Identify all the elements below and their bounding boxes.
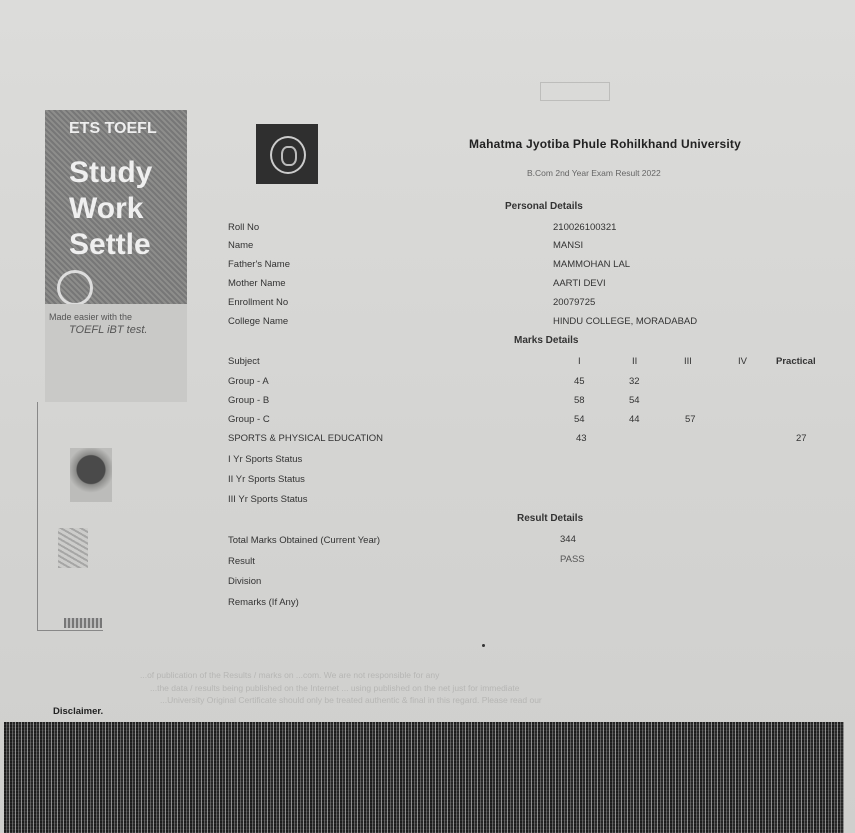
value-father-name: MAMMOHAN LAL [553, 259, 631, 270]
disclaimer-line-2: ...the data / results being published on the Internet ... using published on the net just for immediate [150, 683, 520, 693]
label-college-name: College Name [228, 316, 289, 327]
scan-smudge-bottom [64, 618, 102, 628]
ad-line-settle: Settle [69, 228, 151, 261]
exam-subtitle: B.Com 2nd Year Exam Result 2022 [527, 168, 661, 178]
ad-line-work: Work [69, 192, 144, 225]
label-father-name: Father's Name [228, 259, 291, 270]
label-mother-name: Mother Name [228, 278, 286, 289]
university-seal-icon [256, 124, 318, 184]
label-result: Result [228, 556, 255, 567]
marks-header-practical: Practical [776, 356, 816, 367]
personal-details-heading: Personal Details [505, 201, 583, 212]
table-cell-mark: 43 [576, 433, 587, 444]
table-row-subject: III Yr Sports Status [228, 494, 308, 505]
globe-icon [57, 270, 93, 306]
table-cell-mark: 54 [574, 414, 585, 425]
scan-noise-band [4, 722, 844, 833]
table-cell-mark: 57 [685, 414, 696, 425]
ad-line-study: Study [69, 156, 153, 189]
marks-header-iv: IV [738, 356, 747, 367]
table-cell-mark: 45 [574, 376, 585, 387]
blank-box [540, 82, 610, 101]
ad-tagline-2: TOEFL iBT test. [69, 324, 148, 336]
disclaimer-line-3: ...University Original Certificate should only be treated authentic & final in this regard. Please read our [160, 695, 542, 705]
marks-header-i: I [578, 356, 581, 367]
label-roll-no: Roll No [228, 222, 260, 233]
table-row-subject: II Yr Sports Status [228, 474, 305, 485]
table-row-subject: Group - B [228, 395, 270, 406]
table-cell-mark: 32 [629, 376, 640, 387]
value-result: PASS [560, 554, 585, 565]
ad-border [37, 402, 103, 631]
page-title: Mahatma Jyotiba Phule Rohilkhand University [469, 137, 741, 151]
marks-header-ii: II [632, 356, 638, 367]
table-row-subject: Group - A [228, 376, 269, 387]
ad-tagline-box [45, 304, 187, 402]
table-cell-mark: 58 [574, 395, 585, 406]
scan-dot [482, 644, 485, 647]
value-enrollment-no: 20079725 [553, 297, 596, 308]
disclaimer-label: Disclaimer. [53, 706, 104, 717]
label-remarks: Remarks (If Any) [228, 597, 299, 608]
marks-header-iii: III [684, 356, 692, 367]
table-cell-practical: 27 [796, 433, 807, 444]
ad-brand: ETS TOEFL [69, 120, 157, 137]
marks-header-subject: Subject [228, 356, 260, 367]
label-division: Division [228, 576, 262, 587]
table-row-subject: SPORTS & PHYSICAL EDUCATION [228, 433, 384, 444]
result-details-heading: Result Details [517, 513, 584, 524]
table-cell-mark: 44 [629, 414, 640, 425]
value-college-name: HINDU COLLEGE, MORADABAD [553, 316, 698, 327]
label-total-marks: Total Marks Obtained (Current Year) [228, 535, 381, 546]
avatar [70, 448, 112, 502]
table-row-subject: I Yr Sports Status [228, 454, 303, 465]
label-enrollment-no: Enrollment No [228, 297, 289, 308]
scan-smudge [58, 528, 88, 568]
disclaimer-line-1: ...of publication of the Results / marks on ...com. We are not responsible for any [140, 670, 440, 680]
value-mother-name: AARTI DEVI [553, 278, 606, 289]
marks-details-heading: Marks Details [514, 335, 579, 346]
value-name: MANSI [553, 240, 584, 251]
toefl-advertisement[interactable] [45, 110, 187, 402]
value-roll-no: 210026100321 [553, 222, 617, 233]
value-total-marks: 344 [560, 534, 576, 545]
table-row-subject: Group - C [228, 414, 270, 425]
ad-tagline-1: Made easier with the [49, 312, 133, 322]
table-cell-mark: 54 [629, 395, 640, 406]
label-name: Name [228, 240, 254, 251]
